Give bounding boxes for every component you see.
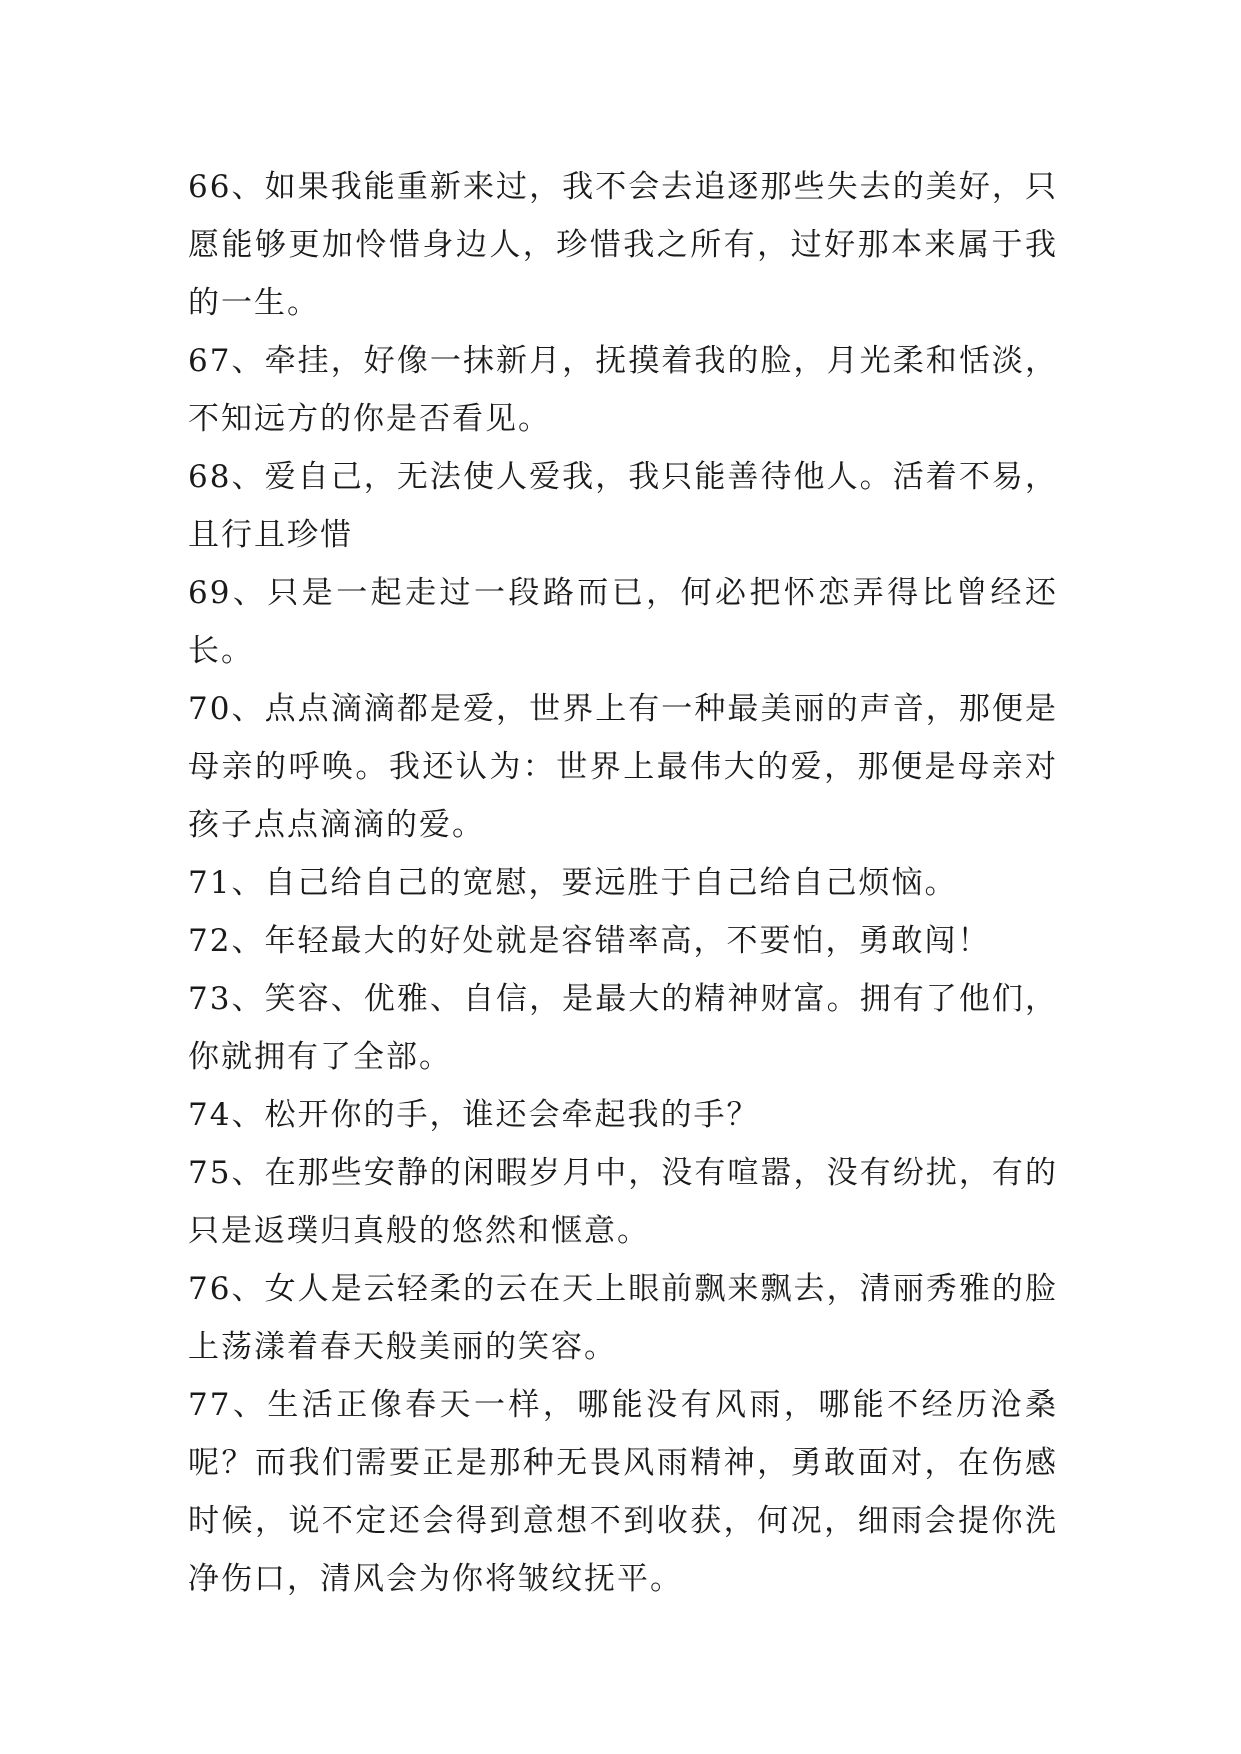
entry-66: 66、如果我能重新来过，我不会去追逐那些失去的美好，只愿能够更加怜惜身边人，珍惜我之所有，过好那本来属于我的一生。 xyxy=(188,169,1058,321)
document-body xyxy=(188,158,1058,1608)
entry-70: 70、点点滴滴都是爱，世界上有一种最美丽的声音，那便是母亲的呼唤。我还认为：世界上最伟大的爱，那便是母亲对孩子点点滴滴的爱。 xyxy=(188,691,1058,843)
entry-68: 68、爱自己，无法使人爱我，我只能善待他人。活着不易，且行且珍惜 xyxy=(188,459,1058,553)
entry-67: 67、牵挂，好像一抹新月，抚摸着我的脸，月光柔和恬淡，不知远方的你是否看见。 xyxy=(188,343,1058,437)
entry-75: 75、在那些安静的闲暇岁月中，没有喧嚣，没有纷扰，有的只是返璞归真般的悠然和惬意。 xyxy=(188,1155,1058,1249)
entry-73: 73、笑容、优雅、自信，是最大的精神财富。拥有了他们，你就拥有了全部。 xyxy=(188,981,1058,1075)
entry-76: 76、女人是云轻柔的云在天上眼前飘来飘去，清丽秀雅的脸上荡漾着春天般美丽的笑容。 xyxy=(188,1271,1058,1365)
entry-74: 74、松开你的手，谁还会牵起我的手？ xyxy=(188,1097,760,1133)
entry-72: 72、年轻最大的好处就是容错率高，不要怕，勇敢闯！ xyxy=(188,923,991,959)
entry-71: 71、自己给自己的宽慰，要远胜于自己给自己烦恼。 xyxy=(188,865,958,901)
entry-69: 69、只是一起走过一段路而已，何必把怀恋弄得比曾经还长。 xyxy=(188,575,1058,669)
entry-77: 77、生活正像春天一样，哪能没有风雨，哪能不经历沧桑呢？而我们需要正是那种无畏风雨精神，勇敢面对，在伤感时候，说不定还会得到意想不到收获，何况，细雨会提你洗净伤口，清风会为你将皱纹抚平。 xyxy=(188,1387,1058,1597)
